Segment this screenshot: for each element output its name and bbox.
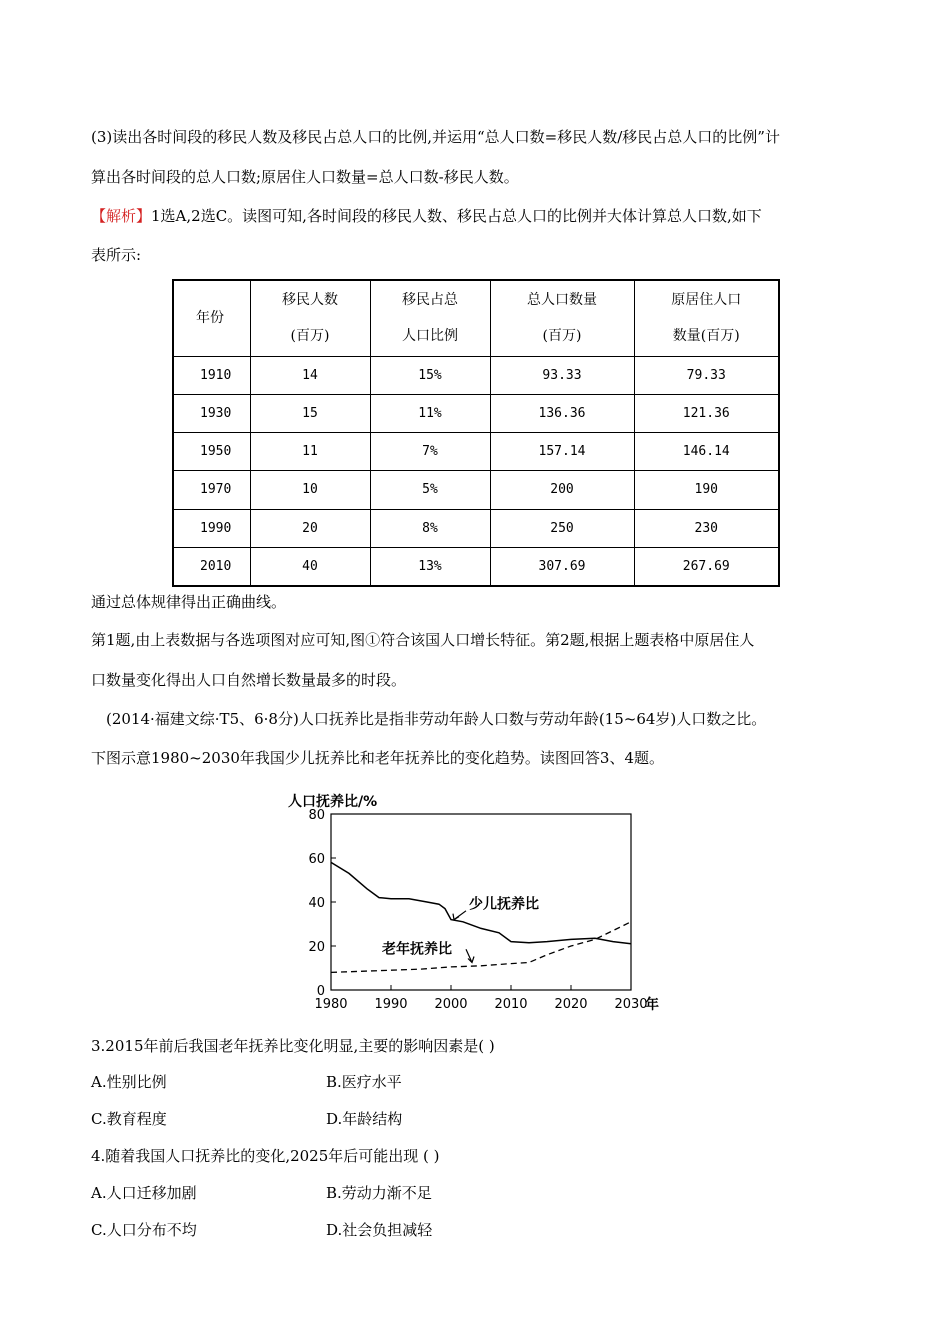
table-cell: 79.33 (634, 356, 779, 394)
table-header-cell: 移民人数 (百万) (250, 280, 370, 356)
explanation-line-1: 第1题,由上表数据与各选项图对应可知,图①符合该国人口增长特征。第2题,根据上题表格中原居住人 (91, 631, 755, 649)
table-header-cell: 原居住人口 数量(百万) (634, 280, 779, 356)
table-cell: 250 (490, 509, 634, 547)
x-tick-label: 1980 (314, 997, 348, 1012)
intro-line-2: 下图示意1980~2030年我国少儿抚养比和老年抚养比的变化趋势。读图回答3、4题。 (91, 749, 665, 767)
table-cell: 15% (370, 356, 490, 394)
table-row (173, 395, 779, 433)
x-tick-label: 1990 (374, 997, 408, 1012)
table-cell: 307.69 (490, 547, 634, 586)
question-4-option-b[interactable]: B.劳动力渐不足 (326, 1184, 432, 1202)
table-cell: 1950 (173, 433, 250, 471)
question-3-option-d[interactable]: D.年龄结构 (326, 1110, 403, 1128)
x-tick-label: 2020 (554, 997, 588, 1012)
table-cell: 40 (250, 547, 370, 586)
question-4-option-c[interactable]: C.人口分布不均 (91, 1221, 197, 1239)
table-cell: 1970 (173, 471, 250, 509)
table-cell: 11 (250, 433, 370, 471)
y-tick-label: 60 (308, 852, 325, 867)
x-tick-label: 2010 (494, 997, 528, 1012)
table-cell: 13% (370, 547, 490, 586)
y-tick-label: 20 (308, 940, 325, 955)
question-4-stem: 4.随着我国人口抚养比的变化,2025年后可能出现 ( ) (91, 1147, 440, 1165)
series-label-elderly: 老年抚养比 (382, 941, 452, 958)
table-cell: 157.14 (490, 433, 634, 471)
table-cell: 200 (490, 471, 634, 509)
table-cell: 20 (250, 509, 370, 547)
question-3-option-b[interactable]: B.医疗水平 (326, 1073, 402, 1091)
table-cell: 5% (370, 471, 490, 509)
table-row (173, 356, 779, 394)
table-cell: 15 (250, 395, 370, 433)
series-label-children: 少儿抚养比 (469, 896, 539, 913)
analysis-text: 1选A,2选C。读图可知,各时间段的移民人数、移民占总人口的比例并大体计算总人口数,如下 (151, 207, 762, 225)
question-4-option-a[interactable]: A.人口迁移加剧 (91, 1184, 197, 1202)
intro-line-1: (2014·福建文综·T5、6·8分)人口抚养比是指非劳动年龄人口数与劳动年龄(15~64岁)人口数之比。 (106, 710, 767, 728)
table-cell: 2010 (173, 547, 250, 586)
table-cell: 267.69 (634, 547, 779, 586)
series-pointer-children (453, 911, 466, 920)
chart-xlabel: 年 (645, 997, 659, 1013)
dependency-ratio-chart (280, 784, 680, 1014)
table-header-row (173, 280, 779, 356)
table-header-cell: 移民占总 人口比例 (370, 280, 490, 356)
table-cell: 8% (370, 509, 490, 547)
table-row (173, 471, 779, 509)
hint-line-2: 算出各时间段的总人口数;原居住人口数量=总人口数-移民人数。 (91, 168, 519, 186)
question-3-option-c[interactable]: C.教育程度 (91, 1110, 167, 1128)
table-header-cell: 总人口数量 (百万) (490, 280, 634, 356)
table-cell: 146.14 (634, 433, 779, 471)
table-header-cell: 年份 (173, 280, 250, 356)
table-cell: 11% (370, 395, 490, 433)
table-row (173, 433, 779, 471)
question-3-option-a[interactable]: A.性别比例 (91, 1073, 167, 1091)
analysis-line-1 (91, 206, 762, 226)
series-pointer-elderly (466, 949, 474, 962)
y-tick-label: 40 (308, 896, 325, 911)
table-cell: 1910 (173, 356, 250, 394)
table-cell: 10 (250, 471, 370, 509)
table-row (173, 547, 779, 586)
analysis-line-2: 表所示: (91, 246, 142, 264)
table-row (173, 509, 779, 547)
x-tick-label: 2030 (614, 997, 648, 1012)
y-tick-label: 80 (308, 808, 325, 823)
analysis-tag: 【解析】 (91, 207, 152, 225)
after-table-text: 通过总体规律得出正确曲线。 (91, 593, 287, 611)
explanation-line-2: 口数量变化得出人口自然增长数量最多的时段。 (91, 671, 407, 689)
table-cell: 121.36 (634, 395, 779, 433)
x-tick-label: 2000 (434, 997, 468, 1012)
table-cell: 136.36 (490, 395, 634, 433)
y-tick-label: 0 (316, 984, 325, 999)
chart-ylabel: 人口抚养比/% (288, 794, 378, 810)
table-cell: 93.33 (490, 356, 634, 394)
table-cell: 230 (634, 509, 779, 547)
question-3-stem: 3.2015年前后我国老年抚养比变化明显,主要的影响因素是( ) (91, 1037, 495, 1055)
table-cell: 190 (634, 471, 779, 509)
hint-line-1: (3)读出各时间段的移民人数及移民占总人口的比例,并运用“总人口数=移民人数/移民占总人口的比例”计 (91, 128, 780, 146)
table-cell: 1930 (173, 395, 250, 433)
table-cell: 7% (370, 433, 490, 471)
series-line-elderly (331, 922, 631, 973)
table-cell: 1990 (173, 509, 250, 547)
question-4-option-d[interactable]: D.社会负担减轻 (326, 1221, 433, 1239)
immigration-table (172, 279, 780, 587)
table-cell: 14 (250, 356, 370, 394)
